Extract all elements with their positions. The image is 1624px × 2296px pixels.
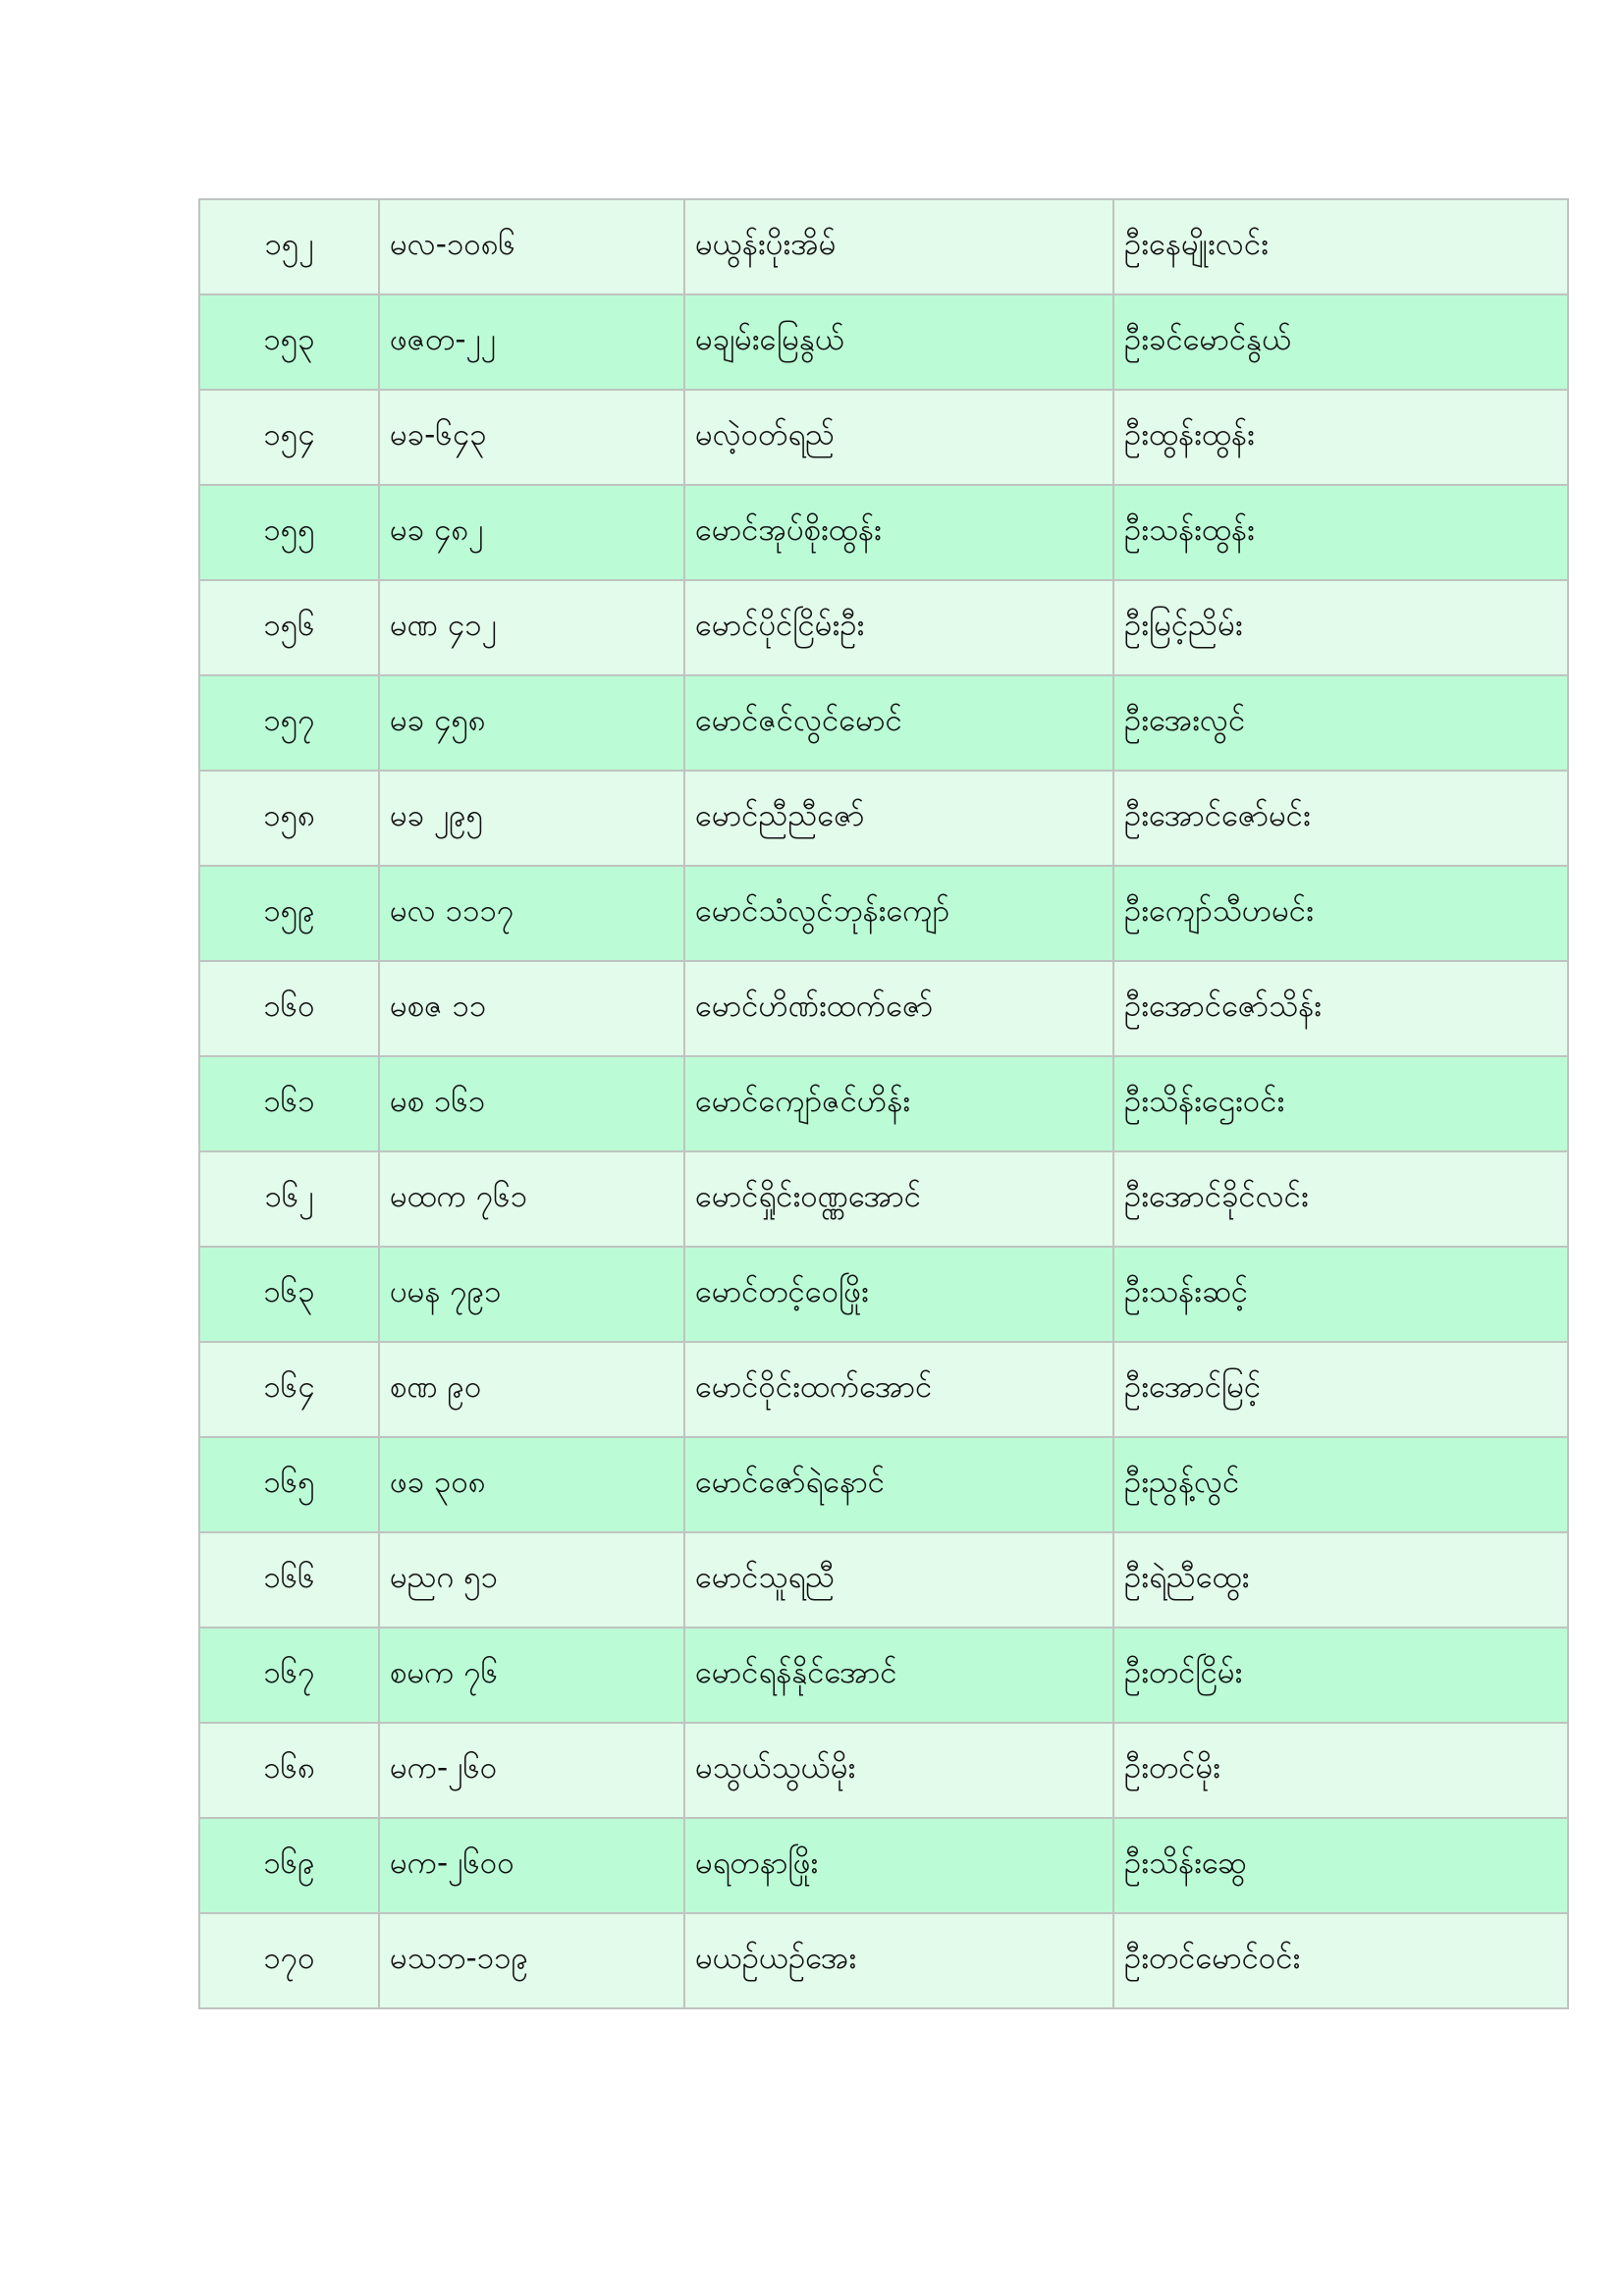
row-id: မဏ ၄၁၂: [379, 580, 684, 675]
row-father-name: ဦးအောင်ဇော်မင်း: [1113, 771, 1568, 866]
row-number: ၁၆၄: [199, 1342, 379, 1437]
row-id: မထက ၇၆၁: [379, 1151, 684, 1247]
row-name: မောင်ဇော်ရဲနောင်: [684, 1437, 1113, 1532]
row-name: မောင်သံလွင်ဘုန်းကျော်: [684, 866, 1113, 961]
row-number: ၁၆၁: [199, 1056, 379, 1151]
row-father-name: ဦးညွန့်လွင်: [1113, 1437, 1568, 1532]
table-row: [199, 1342, 1568, 1437]
row-id: မစဇ ၁၁: [379, 961, 684, 1056]
row-father-name: ဦးတင်မိုး: [1113, 1723, 1568, 1818]
row-name: မသွယ်သွယ်မိုး: [684, 1723, 1113, 1818]
row-father-name: ဦးအေးလွင်: [1113, 675, 1568, 771]
row-id: ပမန ၇၉၁: [379, 1247, 684, 1342]
row-father-name: ဦးအောင်မြင့်: [1113, 1342, 1568, 1437]
row-father-name: ဦးသန်းဆင့်: [1113, 1247, 1568, 1342]
row-father-name: ဦးအောင်ဇော်သိန်း: [1113, 961, 1568, 1056]
table-row: [199, 1723, 1568, 1818]
row-father-name: ဦးသိန်းဆွေ: [1113, 1818, 1568, 1913]
table-row: [199, 294, 1568, 390]
table-row: [199, 1151, 1568, 1247]
student-table: [198, 198, 1569, 2009]
row-name: မောင်ပိုင်ငြိမ်းဦး: [684, 580, 1113, 675]
row-father-name: ဦးခင်မောင်နွယ်: [1113, 294, 1568, 390]
row-number: ၁၅၄: [199, 390, 379, 485]
row-number: ၁၆၇: [199, 1628, 379, 1723]
table-row: [199, 485, 1568, 580]
row-father-name: ဦးသိန်းဌေးဝင်း: [1113, 1056, 1568, 1151]
row-id: စဏ ၉၀: [379, 1342, 684, 1437]
row-father-name: ဦးထွန်းထွန်း: [1113, 390, 1568, 485]
row-father-name: ဦးအောင်ခိုင်လင်း: [1113, 1151, 1568, 1247]
row-number: ၁၆၂: [199, 1151, 379, 1247]
table-row: [199, 1532, 1568, 1628]
row-id: မခ ၂၉၅: [379, 771, 684, 866]
row-id: စမက ၇၆: [379, 1628, 684, 1723]
row-id: မခ-၆၄၃: [379, 390, 684, 485]
row-number: ၁၅၅: [199, 485, 379, 580]
row-number: ၁၅၇: [199, 675, 379, 771]
row-name: မောင်ဇင်လွင်မောင်: [684, 675, 1113, 771]
row-number: ၁၅၃: [199, 294, 379, 390]
row-name: မောင်ရှိုင်းဝဏ္ဏအောင်: [684, 1151, 1113, 1247]
row-id: မသဘ-၁၁၉: [379, 1913, 684, 2008]
table-row: [199, 390, 1568, 485]
row-number: ၁၇၀: [199, 1913, 379, 2008]
row-id: မလ-၁၀၈၆: [379, 199, 684, 294]
row-id: မက-၂၆၀၀: [379, 1818, 684, 1913]
row-id: ဖဇတ-၂၂: [379, 294, 684, 390]
table-row: [199, 580, 1568, 675]
row-number: ၁၆၀: [199, 961, 379, 1056]
row-father-name: ဦးနေမျိုးလင်း: [1113, 199, 1568, 294]
table-row: [199, 866, 1568, 961]
row-name: မောင်ဟိဏ်းထက်ဇော်: [684, 961, 1113, 1056]
row-father-name: ဦးကျော်သီဟမင်း: [1113, 866, 1568, 961]
row-name: မရတနာဖြိုး: [684, 1818, 1113, 1913]
row-id: မလ ၁၁၁၇: [379, 866, 684, 961]
table-row: [199, 1628, 1568, 1723]
row-number: ၁၅၆: [199, 580, 379, 675]
table-row: [199, 199, 1568, 294]
row-id: မညဂ ၅၁: [379, 1532, 684, 1628]
table-row: [199, 961, 1568, 1056]
row-id: မခ ၄၈၂: [379, 485, 684, 580]
row-name: မောင်တင့်ဝေဖြိုး: [684, 1247, 1113, 1342]
row-id: မခ ၄၅၈: [379, 675, 684, 771]
table-row: [199, 1247, 1568, 1342]
row-name: မောင်ဝိုင်းထက်အောင်: [684, 1342, 1113, 1437]
row-name: မယွန်းပိုးအိမ်: [684, 199, 1113, 294]
row-number: ၁၆၃: [199, 1247, 379, 1342]
table-row: [199, 1437, 1568, 1532]
row-father-name: ဦးမြင့်ညိမ်း: [1113, 580, 1568, 675]
row-id: မစ ၁၆၁: [379, 1056, 684, 1151]
table-row: [199, 771, 1568, 866]
row-name: မောင်ညီညီဇော်: [684, 771, 1113, 866]
row-id: ဖခ ၃၀၈: [379, 1437, 684, 1532]
row-name: မချမ်းမြေနွယ်: [684, 294, 1113, 390]
row-number: ၁၆၈: [199, 1723, 379, 1818]
student-table-container: [198, 198, 1567, 2009]
row-id: မက-၂၆၀: [379, 1723, 684, 1818]
table-row: [199, 1056, 1568, 1151]
row-number: ၁၅၈: [199, 771, 379, 866]
row-number: ၁၅၉: [199, 866, 379, 961]
row-number: ၁၆၉: [199, 1818, 379, 1913]
row-father-name: ဦးတင်မောင်ဝင်း: [1113, 1913, 1568, 2008]
row-name: မောင်ရန်နိုင်အောင်: [684, 1628, 1113, 1723]
row-number: ၁၆၅: [199, 1437, 379, 1532]
row-name: မောင်အုပ်စိုးထွန်း: [684, 485, 1113, 580]
row-name: မောင်ကျော်ဇင်ဟိန်း: [684, 1056, 1113, 1151]
row-name: မယဉ်ယဉ်အေး: [684, 1913, 1113, 2008]
table-row: [199, 1818, 1568, 1913]
row-number: ၁၅၂: [199, 199, 379, 294]
table-row: [199, 675, 1568, 771]
row-father-name: ဦးသန်းထွန်း: [1113, 485, 1568, 580]
row-father-name: ဦးတင်ငြိမ်း: [1113, 1628, 1568, 1723]
table-row: [199, 1913, 1568, 2008]
row-name: မောင်သူရညီ: [684, 1532, 1113, 1628]
row-number: ၁၆၆: [199, 1532, 379, 1628]
row-father-name: ဦးရဲညီထွေး: [1113, 1532, 1568, 1628]
row-name: မလဲ့ဝတ်ရည်: [684, 390, 1113, 485]
